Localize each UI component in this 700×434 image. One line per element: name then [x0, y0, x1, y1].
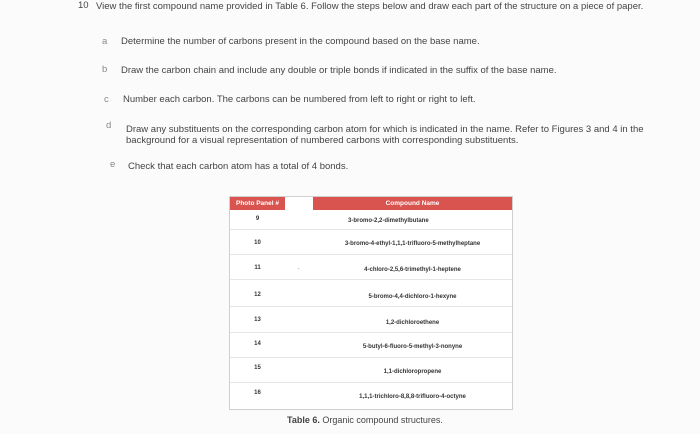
header-compound-name: Compound Name [313, 197, 512, 210]
row-dot-mark: . [298, 265, 300, 271]
row-divider [230, 357, 512, 358]
row-compound-name: 3-bromo-4-ethyl-1,1,1-trifluoro-5-methylheptane [344, 241, 481, 247]
row-divider [230, 382, 512, 383]
row-divider [230, 332, 512, 333]
row-photo-number: 11 [254, 265, 261, 271]
row-divider [230, 279, 512, 280]
step-c-letter: c [104, 94, 109, 105]
row-photo-number: 13 [254, 317, 261, 323]
row-photo-number: 9 [255, 216, 260, 222]
row-photo-number: 16 [254, 390, 261, 396]
step-e-letter: e [110, 159, 116, 170]
step-c-text: Number each carbon. The carbons can be numbered from left to right or right to left. [123, 94, 476, 105]
question-number: 10 [78, 0, 89, 11]
row-compound-name: 5-bromo-4,4-dichloro-1-hexyne [368, 294, 457, 300]
step-a-text: Determine the number of carbons present in the compound based on the base name. [121, 36, 480, 47]
table-caption-label: Table 6. [287, 415, 320, 425]
step-e-text: Check that each carbon atom has a total of 4 bonds. [128, 161, 349, 172]
row-photo-number: 14 [254, 341, 261, 347]
row-divider [230, 254, 512, 255]
row-compound-name: 1,2-dichloroethene [385, 320, 440, 326]
step-b-letter: b [102, 64, 108, 75]
row-divider [230, 229, 512, 230]
row-compound-name: 1,1,1-trichloro-8,8,8-trifluoro-4-octyne [359, 394, 466, 400]
compound-table [229, 196, 513, 410]
row-photo-number: 10 [254, 240, 261, 246]
row-compound-name: 3-bromo-2,2-dimethylbutane [348, 218, 429, 224]
row-photo-number: 15 [254, 365, 261, 371]
row-divider [230, 306, 512, 307]
question-text: View the first compound name provided in Table 6. Follow the steps below and draw each part of the structure on a piece of paper. [96, 1, 644, 12]
row-compound-name: 4-chloro-2,5,6-trimethyl-1-heptene [364, 267, 461, 273]
step-b-text: Draw the carbon chain and include any double or triple bonds if indicated in the suffix of the base name. [121, 65, 557, 76]
step-a-letter: a [102, 36, 108, 47]
row-compound-name: 1,1-dichloropropene [383, 369, 442, 375]
row-photo-number: 12 [254, 292, 261, 298]
table-caption-text: Organic compound structures. [319, 415, 443, 425]
step-d-text: Draw any substituents on the corresponding carbon atom for which is indicated in the name. Refer to Figures 3 and 4 in the background for a visual representation of numbered carbons with corresponding substituents. [126, 124, 644, 146]
step-d-letter: d [106, 120, 112, 131]
row-compound-name: 5-butyl-6-fluoro-5-methyl-3-nonyne [362, 344, 463, 350]
table-caption [287, 415, 443, 425]
header-photo-panel: Photo Panel # [230, 197, 285, 210]
